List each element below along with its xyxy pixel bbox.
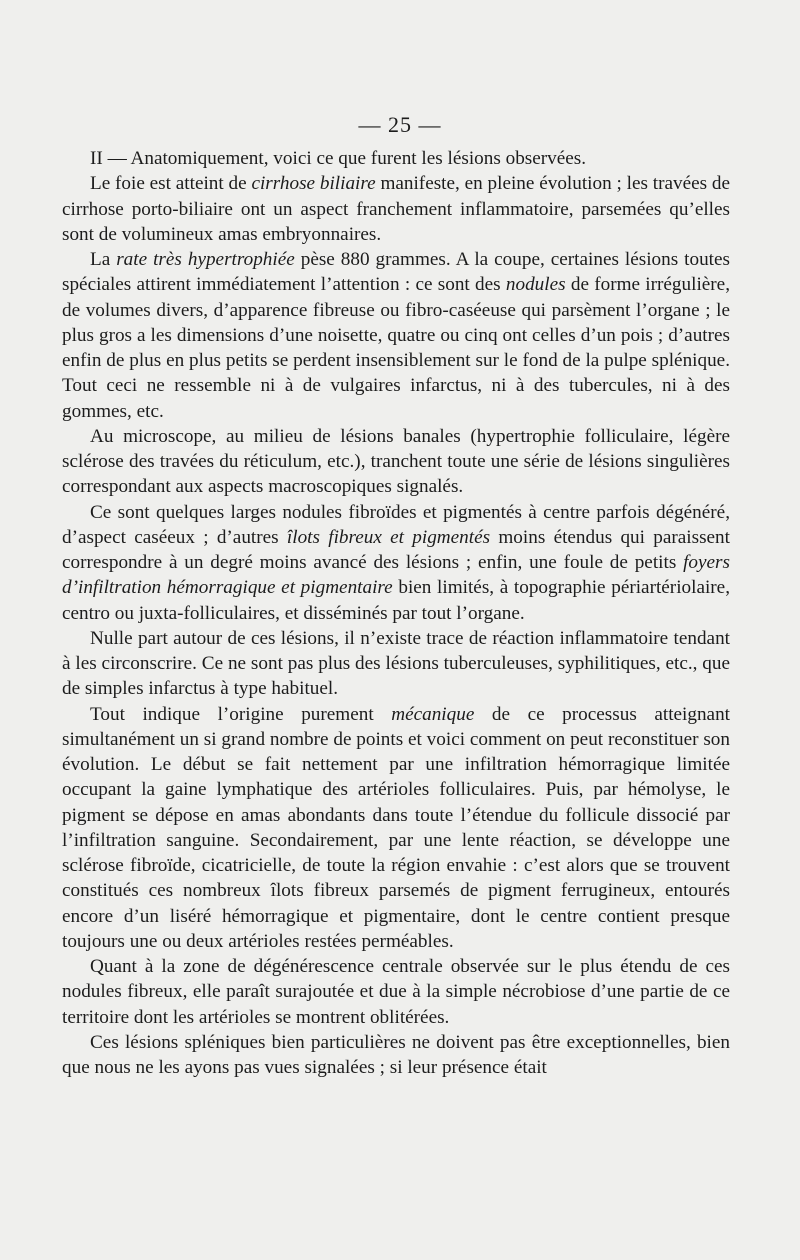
paragraph: [62, 171, 730, 247]
paragraph: [62, 500, 730, 626]
italic-text: mécanique: [391, 703, 475, 725]
text-run: II — Anatomiquement, voici ce que furent les lésions observées.: [90, 148, 587, 169]
paragraph: [62, 954, 730, 1030]
italic-text: rate très hypertrophiée: [116, 249, 295, 270]
paragraph: [62, 702, 730, 955]
text-run: Nulle part autour de ces lésions, il n’existe trace de réaction inflammatoire tendant à les circonscrire. Ce ne sont pas plus des lésions tuberculeuses, syphilitiques, etc., que de simples infarctus à type habituel.: [62, 627, 730, 700]
paragraph: [62, 146, 730, 171]
text-run: Ce sont quelques larges nodules fibroïdes et pigmentés à centre parfois dégénéré, d’aspect caséeux ; d’autres: [62, 501, 730, 548]
paragraph: [62, 1030, 730, 1081]
text-run: pèse 880 grammes. A la coupe, certaines lésions toutes spéciales attirent immédiatement l’attention : ce sont des: [62, 249, 730, 296]
text-run: Au microscope, au milieu de lésions banales (hypertrophie folliculaire, légère sclérose des travées du réticulum, etc.), tranchent toute une série de lésions singulières correspondant aux aspects macroscopiques signalés.: [62, 425, 730, 498]
italic-text: îlots fibreux et pigmentés: [286, 526, 491, 548]
paragraph: [62, 424, 730, 500]
text-run: La: [90, 249, 117, 270]
paragraph: [62, 247, 730, 424]
text-run: bien limités, à topographie périartériolaire, centro ou juxta-folliculaires, et disséminés par tout l’organe.: [62, 577, 730, 624]
italic-text: foyers d’infiltration hémorragique et pigmentaire: [62, 552, 730, 599]
page-number: — 25 —: [358, 112, 442, 137]
text-run: Ces lésions spléniques bien particulières ne doivent pas être exceptionnelles, bien que nous ne les ayons pas vues signalées ; si leur présence était: [62, 1031, 730, 1078]
text-run: de forme irrégulière, de volumes divers, d’apparence fibreuse ou fibro-caséeuse qui parsèment l’organe ; le plus gros a les dimensions d’une noisette, quatre ou cinq ont celles d’un pois ; d’autres enfin de plus en plus petits se perdent insensiblement sur le fond de la pulpe splénique. Tout ceci ne ressemble ni à de vulgaires infarctus, ni à des tubercules, ni à des gommes, etc.: [62, 274, 730, 422]
body-text: [62, 146, 730, 1080]
paragraph: [62, 626, 730, 702]
text-run: de ce processus atteignant simultanément un si grand nombre de points et voici comment on peut reconstituer son évolution. Le début se fait nettement par une infiltration hémorragique limitée occupant la gaine lymphatique des artérioles folliculaires. Puis, par hémolyse, le pigment se dépose en amas abondants dans toute l’étendue du follicule dissocié par l’infiltration sanguine. Secondairement, par une lente réaction, se développe une sclérose fibroïde, cicatricielle, de toute la région envahie : c’est alors que se trouvent constitués ces nombreux îlots fibreux parsemés de pigment ferrugineux, entourés encore d’un liséré hémorragique et pigmentaire, dont le centre contient presque toujours une ou deux artérioles restées perméables.: [62, 703, 731, 952]
text-run: Le foie est atteint de: [90, 173, 252, 195]
text-run: manifeste, en pleine évolution ; les travées de cirrhose porto-biliaire ont un aspect franchement inflammatoire, parsemées qu’elles sont de volumineux amas embryonnaires.: [62, 173, 730, 245]
text-run: moins étendus qui paraissent correspondre à un degré moins avancé des lésions ; enfin, une foule de petits: [62, 526, 730, 573]
italic-text: cirrhose biliaire: [251, 173, 376, 195]
italic-text: nodules: [505, 274, 566, 296]
text-run: Tout indique l’origine purement: [90, 703, 392, 725]
text-run: Quant à la zone de dégénérescence centrale observée sur le plus étendu de ces nodules fibreux, elle paraît surajoutée et due à la simple nécrobiose d’une partie de ce territoire dont les artérioles se montrent oblitérées.: [62, 956, 730, 1028]
